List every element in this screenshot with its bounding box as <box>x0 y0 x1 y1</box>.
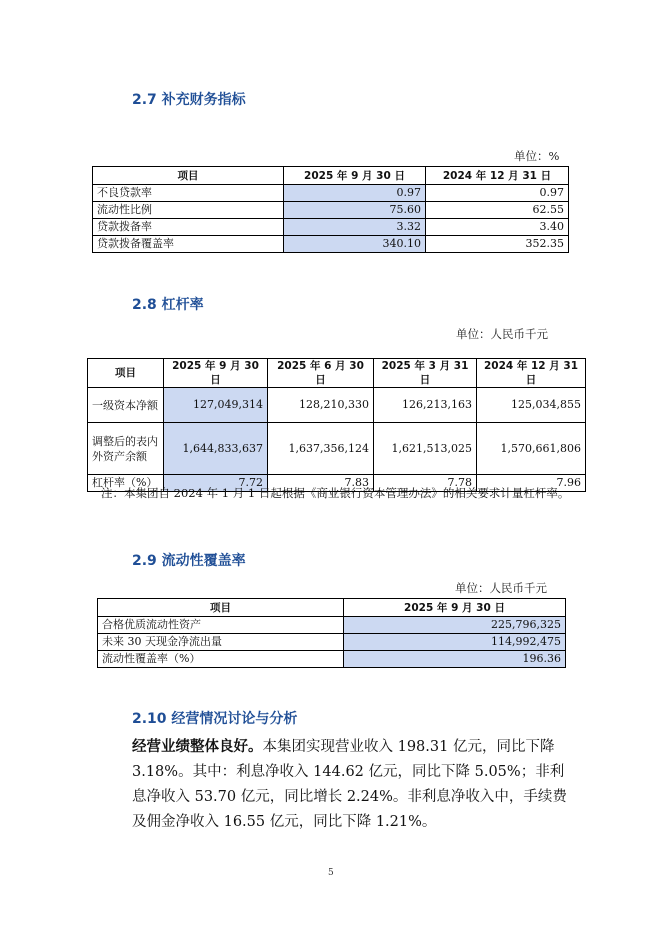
cell-value: 340.10 <box>284 236 426 253</box>
cell-value: 114,992,475 <box>344 634 566 651</box>
section-heading-2-10: 2.10 经营情况讨论与分析 <box>132 711 298 727</box>
cell-value: 7.83 <box>268 475 374 492</box>
cell-value: 7.96 <box>477 475 586 492</box>
row-label: 贷款拨备率 <box>93 219 284 236</box>
row-label: 调整后的表内外资产余额 <box>88 423 164 475</box>
cell-value: 75.60 <box>284 202 426 219</box>
cell-value: 62.55 <box>426 202 569 219</box>
row-label: 流动性覆盖率（%） <box>98 651 344 668</box>
unit-label-2-8: 单位：人民币千元 <box>456 327 548 341</box>
row-label: 流动性比例 <box>93 202 284 219</box>
cell-value: 126,213,163 <box>374 388 477 423</box>
table-row <box>98 651 566 668</box>
table-header-row <box>93 167 569 185</box>
row-label: 不良贷款率 <box>93 185 284 202</box>
header-date: 2025 年 9 月 30 日 <box>284 167 426 185</box>
cell-value: 7.72 <box>164 475 268 492</box>
header-item: 项目 <box>88 359 164 388</box>
cell-value: 3.32 <box>284 219 426 236</box>
header-date: 2025 年 9 月 30 日 <box>164 359 268 388</box>
row-label: 贷款拨备覆盖率 <box>93 236 284 253</box>
cell-value: 225,796,325 <box>344 617 566 634</box>
section-heading-2-8: 2.8 杠杆率 <box>132 297 204 313</box>
cell-value: 127,049,314 <box>164 388 268 423</box>
row-label: 杠杆率（%） <box>88 475 164 492</box>
header-item: 项目 <box>98 599 344 617</box>
table-row <box>93 185 569 202</box>
header-date: 2024 年 12 月 31 日 <box>426 167 569 185</box>
section-heading-2-7: 2.7 补充财务指标 <box>132 92 246 108</box>
page-number: 5 <box>328 868 334 878</box>
cell-value: 352.35 <box>426 236 569 253</box>
liquidity-coverage-table <box>97 598 566 668</box>
section-heading-2-9: 2.9 流动性覆盖率 <box>132 553 246 569</box>
header-date: 2025 年 9 月 30 日 <box>344 599 566 617</box>
unit-label-2-7: 单位：% <box>514 149 560 163</box>
paragraph-lead: 经营业绩整体良好。 <box>132 739 263 755</box>
cell-value: 0.97 <box>426 185 569 202</box>
cell-value: 196.36 <box>344 651 566 668</box>
header-date: 2025 年 6 月 30 日 <box>268 359 374 388</box>
header-date: 2024 年 12 月 31 日 <box>477 359 586 388</box>
cell-value: 1,637,356,124 <box>268 423 374 475</box>
cell-value: 1,621,513,025 <box>374 423 477 475</box>
cell-value: 3.40 <box>426 219 569 236</box>
cell-value: 1,570,661,806 <box>477 423 586 475</box>
header-item: 项目 <box>93 167 284 185</box>
analysis-paragraph <box>132 735 570 835</box>
cell-value: 7.78 <box>374 475 477 492</box>
table-header-row <box>88 359 586 388</box>
leverage-note: 注：本集团自 2024 年 1 月 1 日起根据《商业银行资本管理办法》的相关要求计量杠杆率。 <box>101 486 570 500</box>
table-row <box>93 202 569 219</box>
table-row <box>93 236 569 253</box>
cell-value: 1,644,833,637 <box>164 423 268 475</box>
table-row <box>98 617 566 634</box>
table-row <box>88 388 586 423</box>
cell-value: 128,210,330 <box>268 388 374 423</box>
table-row <box>88 423 586 475</box>
paragraph-text: 本集团实现营业收入 198.31 亿元，同比下降 3.18%。其中：利息净收入 144.62 亿元，同比下降 5.05%；非利息净收入 53.70 亿元，同比增长 2.24%。非利息净收入中，手续费及佣金净收入 16.55 亿元，同比下降 1.21%。 <box>132 739 567 830</box>
row-label: 一级资本净额 <box>88 388 164 423</box>
table-header-row <box>98 599 566 617</box>
leverage-ratio-table <box>87 358 586 492</box>
cell-value: 125,034,855 <box>477 388 586 423</box>
row-label: 合格优质流动性资产 <box>98 617 344 634</box>
header-date: 2025 年 3 月 31 日 <box>374 359 477 388</box>
unit-label-2-9: 单位：人民币千元 <box>455 581 547 595</box>
table-row <box>98 634 566 651</box>
table-row <box>93 219 569 236</box>
cell-value: 0.97 <box>284 185 426 202</box>
row-label: 未来 30 天现金净流出量 <box>98 634 344 651</box>
supplementary-indicators-table <box>92 166 569 253</box>
